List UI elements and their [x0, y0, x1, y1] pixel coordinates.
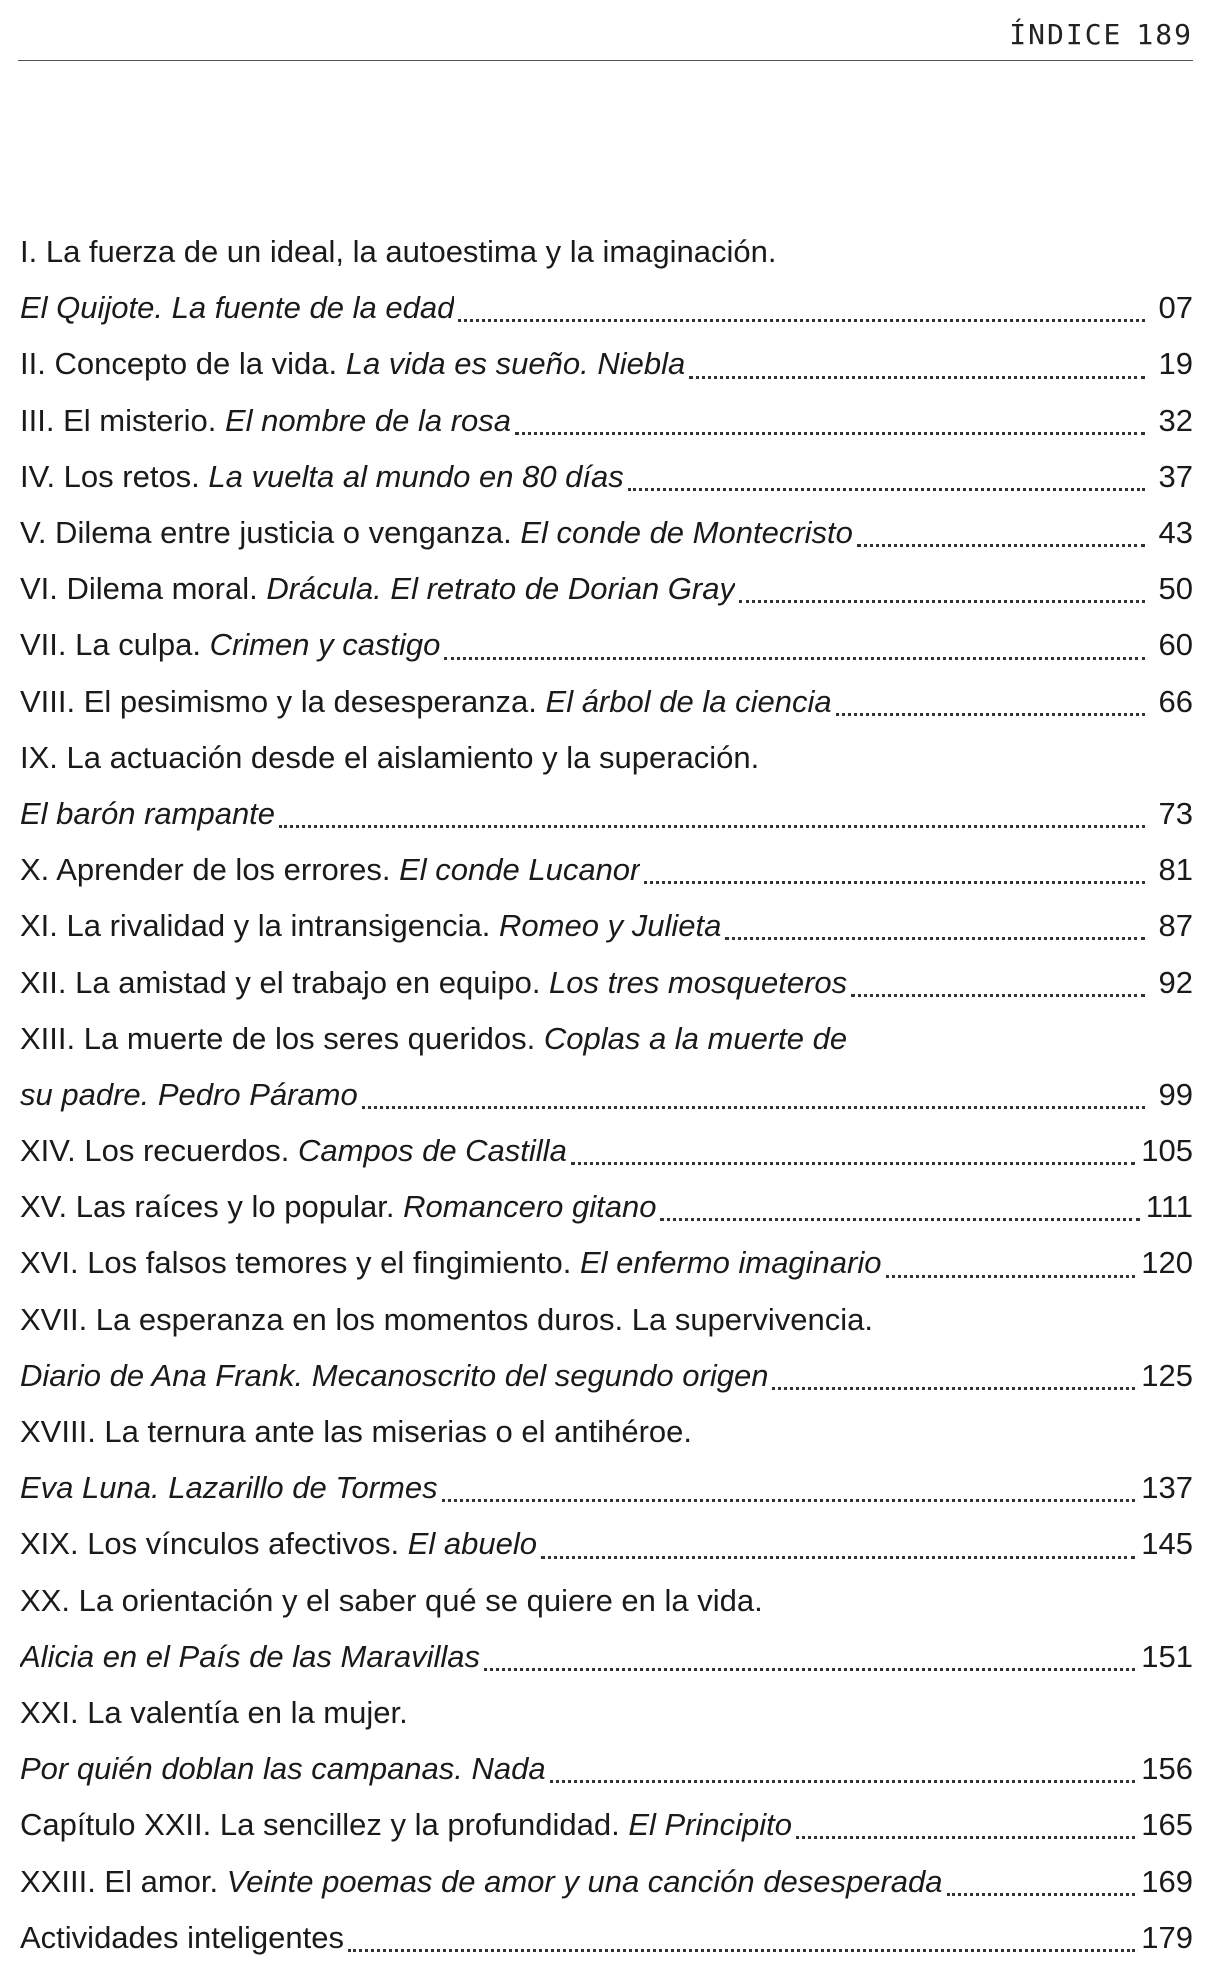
header-page-number: 189 [1136, 17, 1193, 51]
dot-leader [725, 935, 1145, 940]
dot-leader [739, 598, 1145, 603]
dot-leader [628, 486, 1145, 491]
toc-entry-title: Diario de Ana Frank. Mecanoscrito del segundo origen [20, 1357, 769, 1393]
toc-entry-title: El nombre de la rosa [224, 402, 512, 438]
toc-entry-page: 99 [1158, 1076, 1193, 1112]
toc-entry[interactable] [20, 1348, 1193, 1404]
toc-entry-text: Capítulo XXII. La sencillez y la profundidad. [20, 1807, 629, 1843]
toc-entry-title: La vida es sueño. Niebla [345, 346, 686, 382]
toc-entry-title: Coplas a la muerte de [543, 1020, 848, 1056]
toc-entry-title: Romeo y Julieta [499, 908, 722, 944]
toc-entry[interactable] [20, 1067, 1193, 1123]
toc-entry-page: 07 [1158, 290, 1193, 326]
toc-entry-title: El Quijote. La fuente de la edad [20, 290, 455, 326]
toc-entry[interactable] [20, 730, 1193, 786]
toc-entry[interactable] [20, 1629, 1193, 1685]
dot-leader [348, 1947, 1135, 1952]
toc-entry-title: El abuelo [407, 1526, 537, 1562]
toc-entry[interactable] [20, 1011, 1193, 1067]
dot-leader [541, 1554, 1135, 1559]
toc-entry-text: IX. La actuación desde el aislamiento y la superación. [20, 739, 760, 775]
toc-entry-title: El conde Lucanor [399, 852, 641, 888]
toc-entry[interactable] [20, 280, 1193, 336]
toc-entry[interactable] [20, 1404, 1193, 1460]
toc-entry-page: 145 [1141, 1526, 1193, 1562]
toc-entry-title: Por quién doblan las campanas. Nada [20, 1751, 546, 1787]
toc-entry-text: XV. Las raíces y lo popular. [20, 1189, 404, 1225]
dot-leader [279, 823, 1145, 828]
toc-entry[interactable] [20, 1910, 1193, 1966]
toc-entry[interactable] [20, 1123, 1193, 1179]
toc-entry-title: Crimen y castigo [209, 627, 441, 663]
toc-entry[interactable] [20, 1460, 1193, 1516]
dot-leader [484, 1666, 1135, 1671]
toc-entry[interactable] [20, 842, 1193, 898]
toc-entry-text: XIV. Los recuerdos. [20, 1133, 299, 1169]
toc-entry[interactable] [20, 1685, 1193, 1741]
toc-entry[interactable] [20, 954, 1193, 1010]
toc-entry[interactable] [20, 674, 1193, 730]
toc-entry-title: El conde de Montecristo [520, 515, 853, 551]
toc-entry-text: Actividades inteligentes [20, 1919, 344, 1955]
toc-entry-text: VI. Dilema moral. [20, 571, 267, 607]
toc-entry-text: XIX. Los vínculos afectivos. [20, 1526, 408, 1562]
dot-leader [550, 1778, 1136, 1783]
toc-entry-page: 73 [1158, 795, 1193, 831]
toc-entry-page: 66 [1158, 683, 1193, 719]
running-header [18, 8, 1193, 61]
toc-entry-page: 32 [1158, 402, 1193, 438]
toc-entry-text: XVII. La esperanza en los momentos duros. La supervivencia. [20, 1301, 873, 1337]
toc-entry[interactable] [20, 617, 1193, 673]
toc-entry-text: XVIII. La ternura ante las miserias o el antihéroe. [20, 1414, 693, 1450]
toc-entry-text: I. La fuerza de un ideal, la autoestima y la imaginación. [20, 234, 777, 270]
toc-entry-page: 81 [1158, 852, 1193, 888]
toc-entry-page: 43 [1158, 515, 1193, 551]
toc-entry-title: La vuelta al mundo en 80 días [208, 458, 624, 494]
dot-leader [796, 1834, 1135, 1839]
toc-entry-title: su padre. Pedro Páramo [20, 1076, 358, 1112]
toc-entry-page: 60 [1158, 627, 1193, 663]
toc-entry-page: 19 [1158, 346, 1193, 382]
toc-entry-page: 120 [1141, 1245, 1193, 1281]
toc-entry-page: 165 [1141, 1807, 1193, 1843]
dot-leader [571, 1160, 1135, 1165]
toc-entry-title: Veinte poemas de amor y una canción desesperada [226, 1863, 943, 1899]
toc-entry-text: XXI. La valentía en la mujer. [20, 1694, 408, 1730]
toc-entry-title: El Principito [628, 1807, 792, 1843]
dot-leader [947, 1891, 1136, 1896]
toc-entry-page: 169 [1141, 1863, 1193, 1899]
toc-entry[interactable] [20, 224, 1193, 280]
dot-leader [836, 711, 1145, 716]
dot-leader [886, 1273, 1136, 1278]
toc-entry[interactable] [20, 449, 1193, 505]
table-of-contents [20, 224, 1193, 1966]
dot-leader [644, 879, 1145, 884]
toc-entry-text: XXIII. El amor. [20, 1863, 227, 1899]
toc-entry-title: Eva Luna. Lazarillo de Tormes [20, 1470, 438, 1506]
toc-entry-title: El barón rampante [20, 795, 276, 831]
toc-entry[interactable] [20, 1516, 1193, 1572]
toc-entry[interactable] [20, 1741, 1193, 1797]
dot-leader [444, 655, 1145, 660]
toc-entry-page: 156 [1141, 1751, 1193, 1787]
toc-entry-page: 125 [1141, 1357, 1193, 1393]
toc-entry-text: II. Concepto de la vida. [20, 346, 346, 382]
toc-entry-title: Alicia en el País de las Maravillas [20, 1638, 481, 1674]
toc-entry-text: X. Aprender de los errores. [20, 852, 400, 888]
toc-entry-page: 137 [1141, 1470, 1193, 1506]
toc-entry[interactable] [20, 898, 1193, 954]
toc-entry-text: XX. La orientación y el saber qué se quiere en la vida. [20, 1582, 763, 1618]
dot-leader [857, 542, 1145, 547]
toc-entry-text: XVI. Los falsos temores y el fingimiento. [20, 1245, 580, 1281]
toc-entry[interactable] [20, 1292, 1193, 1348]
toc-entry[interactable] [20, 393, 1193, 449]
toc-entry-text: VIII. El pesimismo y la desesperanza. [20, 683, 546, 719]
toc-entry[interactable] [20, 1853, 1193, 1909]
toc-entry-page: 151 [1141, 1638, 1193, 1674]
toc-entry-title: El árbol de la ciencia [545, 683, 832, 719]
toc-entry-text: V. Dilema entre justicia o venganza. [20, 515, 521, 551]
toc-entry-text: VII. La culpa. [20, 627, 210, 663]
toc-entry-title: Campos de Castilla [298, 1133, 567, 1169]
toc-entry-text: IV. Los retos. [20, 458, 209, 494]
dot-leader [442, 1497, 1136, 1502]
toc-entry-page: 50 [1158, 571, 1193, 607]
dot-leader [660, 1216, 1139, 1221]
toc-entry-page: 37 [1158, 458, 1193, 494]
toc-entry-page: 111 [1145, 1189, 1193, 1225]
dot-leader [515, 430, 1145, 435]
toc-entry-text: III. El misterio. [20, 402, 225, 438]
dot-leader [689, 374, 1145, 379]
toc-entry-title: Drácula. El retrato de Dorian Gray [266, 571, 735, 607]
toc-entry-page: 105 [1141, 1133, 1193, 1169]
toc-entry[interactable] [20, 1797, 1193, 1853]
toc-entry-page: 92 [1158, 964, 1193, 1000]
dot-leader [772, 1385, 1135, 1390]
toc-entry-text: XII. La amistad y el trabajo en equipo. [20, 964, 550, 1000]
toc-entry[interactable] [20, 561, 1193, 617]
dot-leader [458, 317, 1145, 322]
toc-entry-page: 179 [1141, 1919, 1193, 1955]
dot-leader [851, 992, 1145, 997]
toc-entry[interactable] [20, 786, 1193, 842]
toc-entry-text: XIII. La muerte de los seres queridos. [20, 1020, 544, 1056]
toc-entry[interactable] [20, 1573, 1193, 1629]
toc-entry-title: Los tres mosqueteros [549, 964, 848, 1000]
toc-entry-text: XI. La rivalidad y la intransigencia. [20, 908, 500, 944]
toc-entry[interactable] [20, 1235, 1193, 1291]
dot-leader [362, 1104, 1145, 1109]
toc-entry-page: 87 [1158, 908, 1193, 944]
toc-entry-title: El enfermo imaginario [579, 1245, 882, 1281]
header-section: ÍNDICE [1009, 17, 1123, 51]
toc-entry-title: Romancero gitano [403, 1189, 657, 1225]
toc-entry[interactable] [20, 505, 1193, 561]
toc-entry[interactable] [20, 1179, 1193, 1235]
toc-entry[interactable] [20, 336, 1193, 392]
